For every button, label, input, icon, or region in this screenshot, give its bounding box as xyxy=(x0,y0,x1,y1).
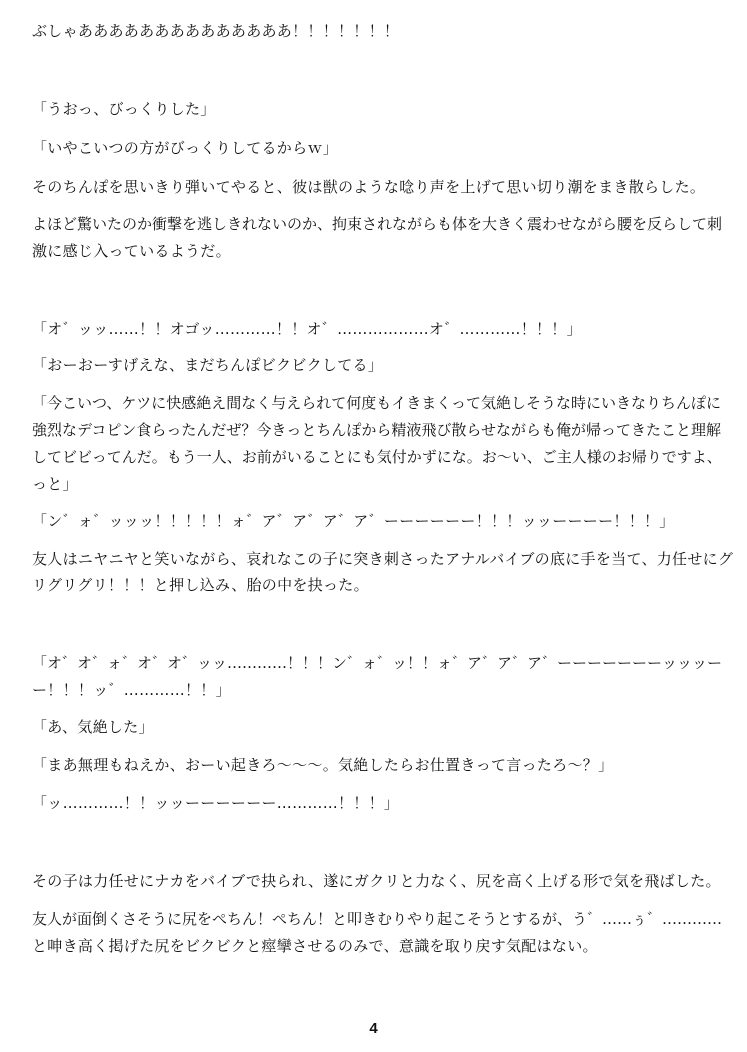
text-line: よほど驚いたのか衝撃を逃しきれないのか、拘束されながらも体を大きく震わせながら腰を反らして刺 xyxy=(32,215,723,233)
text-line: その子は力任せにナカをバイブで抉られ、遂にガクリと力なく、尻を高く上げる形で気を飛ばした。 xyxy=(32,872,721,890)
page-number: 4 xyxy=(369,1020,378,1037)
text-line: 「おーおーすげえな、まだちんぽビクビクしてる」 xyxy=(32,356,384,374)
text-line: 激に感じ入っているようだ。 xyxy=(32,242,231,260)
text-line: リグリグリ！！！と押し込み、胎の中を抉った。 xyxy=(32,576,369,594)
text-line: 友人はニヤニヤと笑いながら、哀れなこの子に突き刺さったアナルバイブの底に手を当て、力任せにグ xyxy=(32,550,734,568)
text-line: 「まあ無理もねえか、おーい起きろ～～～。気絶したらお仕置きって言ったろ～？」 xyxy=(32,756,614,774)
text-line: 「ッ…………！！ッッーーーーーー…………！！！」 xyxy=(32,794,400,812)
text-line: ー！！！ッ゛…………！！」 xyxy=(32,681,231,699)
text-line: 「オ゛オ゛ォ゛オ゛オ゛ッッ…………！！！ン゛ォ゛ッ！！ォ゛ア゛ア゛ア゛ーーーーーーーッッッー xyxy=(32,654,723,672)
text-line: 「ン゛ォ゛ッッッ！！！！！ォ゛ア゛ア゛ア゛ア゛ーーーーーー！！！ッッーーーー！！！」 xyxy=(32,512,675,530)
text-line: 「いやこいつの方がびっくりしてるからｗ」 xyxy=(32,139,339,157)
text-line: そのちんぽを思いきり弾いてやると、彼は獣のような唸り声を上げて思い切り潮をまき散らした。 xyxy=(32,178,706,196)
text-line: 強烈なデコピン食らったんだぜ？今きっとちんぽから精液飛び散らせながらも俺が帰ってきたこと理解 xyxy=(32,421,721,439)
text-line: してビビってんだ。もう一人、お前がいることにも気付かずにな。お～い、ご主人様のお帰りですよ、 xyxy=(32,448,722,466)
text-line: 友人が面倒くさそうに尻をぺちん！ぺちん！と叩きむりやり起こそうとするが、う゛……ぅ゛………… xyxy=(32,910,723,928)
text-line: ぶしゃああああああああああああああ！！！！！！！ xyxy=(32,22,400,40)
text-line: 「あ、気絶した」 xyxy=(32,718,154,736)
text-line: っと」 xyxy=(32,475,78,493)
text-line: 「今こいつ、ケツに快感絶え間なく与えられて何度もイきまくって気絶しそうな時にいきなりちんぽに xyxy=(32,394,721,412)
text-line: 「オ゛ッッ……！！オゴッ…………！！オ゛………………オ゛…………！！！」 xyxy=(32,320,582,338)
text-line: と呻き高く掲げた尻をビクビクと痙攣させるのみで、意識を取り戻す気配はない。 xyxy=(32,937,598,955)
text-line: 「うおっ、びっくりした」 xyxy=(32,100,216,118)
